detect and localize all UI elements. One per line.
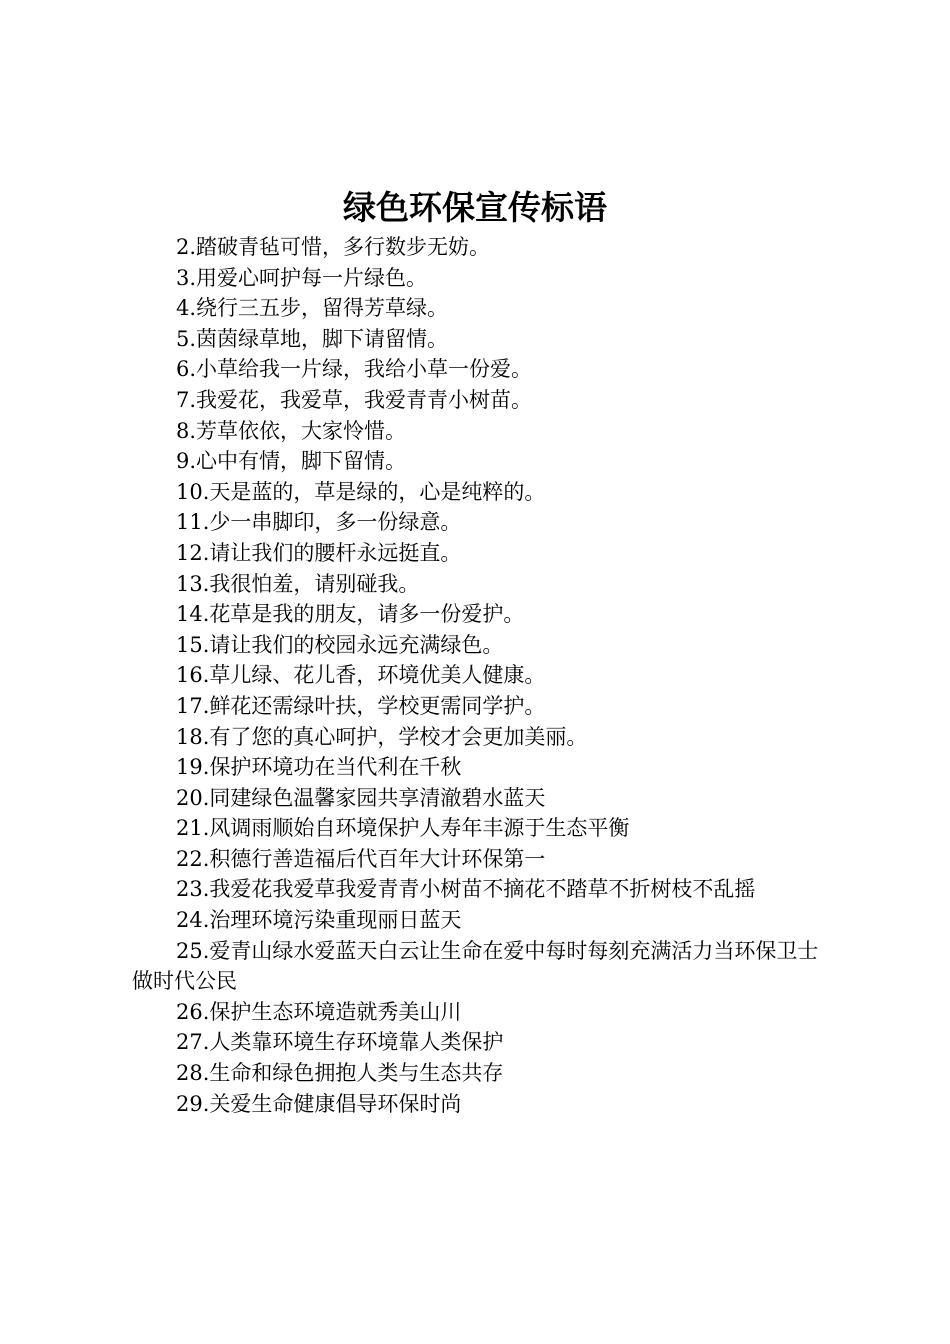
slogan-item: 7.我爱花，我爱草，我爱青青小树苗。 — [176, 387, 533, 412]
slogan-item: 23.我爱花我爱草我爱青青小树苗不摘花不踏草不折树枝不乱摇 — [176, 877, 756, 902]
slogan-item: 9.心中有情，脚下留情。 — [176, 449, 407, 474]
slogan-item: 6.小草给我一片绿，我给小草一份爱。 — [176, 357, 533, 382]
slogan-item: 8.芳草依依，大家怜惜。 — [176, 418, 407, 443]
slogan-item: 11.少一串脚印，多一份绿意。 — [176, 510, 462, 535]
slogan-item: 27.人类靠环境生存环境靠人类保护 — [176, 1030, 504, 1055]
slogan-item: 28.生命和绿色拥抱人类与生态共存 — [176, 1061, 504, 1086]
page-title: 绿色环保宣传标语 — [343, 188, 607, 227]
slogan-item: 2.踏破青毡可惜，多行数步无妨。 — [176, 235, 491, 259]
slogan-item: 19.保护环境功在当代利在千秋 — [176, 755, 462, 780]
slogan-item: 5.茵茵绿草地，脚下请留情。 — [176, 326, 449, 351]
slogan-item: 16.草儿绿、花儿香，环境优美人健康。 — [176, 663, 546, 688]
slogan-item: 10.天是蓝的，草是绿的，心是纯粹的。 — [176, 479, 546, 504]
slogan-item: 12.请让我们的腰杆永远挺直。 — [176, 540, 462, 565]
slogan-item: 13.我很怕羞，请别碰我。 — [176, 571, 420, 596]
slogan-item: 25.爱青山绿水爱蓝天白云让生命在爱中每时每刻充满活力当环保卫士做时代公民 — [132, 938, 819, 994]
slogan-item: 15.请让我们的校园永远充满绿色。 — [176, 632, 504, 657]
slogan-item: 17.鲜花还需绿叶扶，学校更需同学护。 — [176, 693, 546, 718]
slogan-item: 22.积德行善造福后代百年大计环保第一 — [176, 846, 546, 871]
slogan-item: 4.绕行三五步，留得芳草绿。 — [176, 296, 449, 321]
slogan-item: 29.关爱生命健康倡导环保时尚 — [176, 1091, 462, 1116]
slogan-item: 14.花草是我的朋友，请多一份爱护。 — [176, 602, 525, 627]
slogan-item: 3.用爱心呵护每一片绿色。 — [176, 265, 428, 290]
slogan-list — [132, 232, 832, 1119]
slogan-item: 26.保护生态环境造就秀美山川 — [176, 999, 462, 1024]
slogan-item: 20.同建绿色温馨家园共享清澈碧水蓝天 — [176, 785, 546, 810]
slogan-item: 24.治理环境污染重现丽日蓝天 — [176, 908, 462, 933]
slogan-item: 21.风调雨顺始自环境保护人寿年丰源于生态平衡 — [176, 816, 630, 841]
slogan-item: 18.有了您的真心呵护，学校才会更加美丽。 — [176, 724, 588, 749]
